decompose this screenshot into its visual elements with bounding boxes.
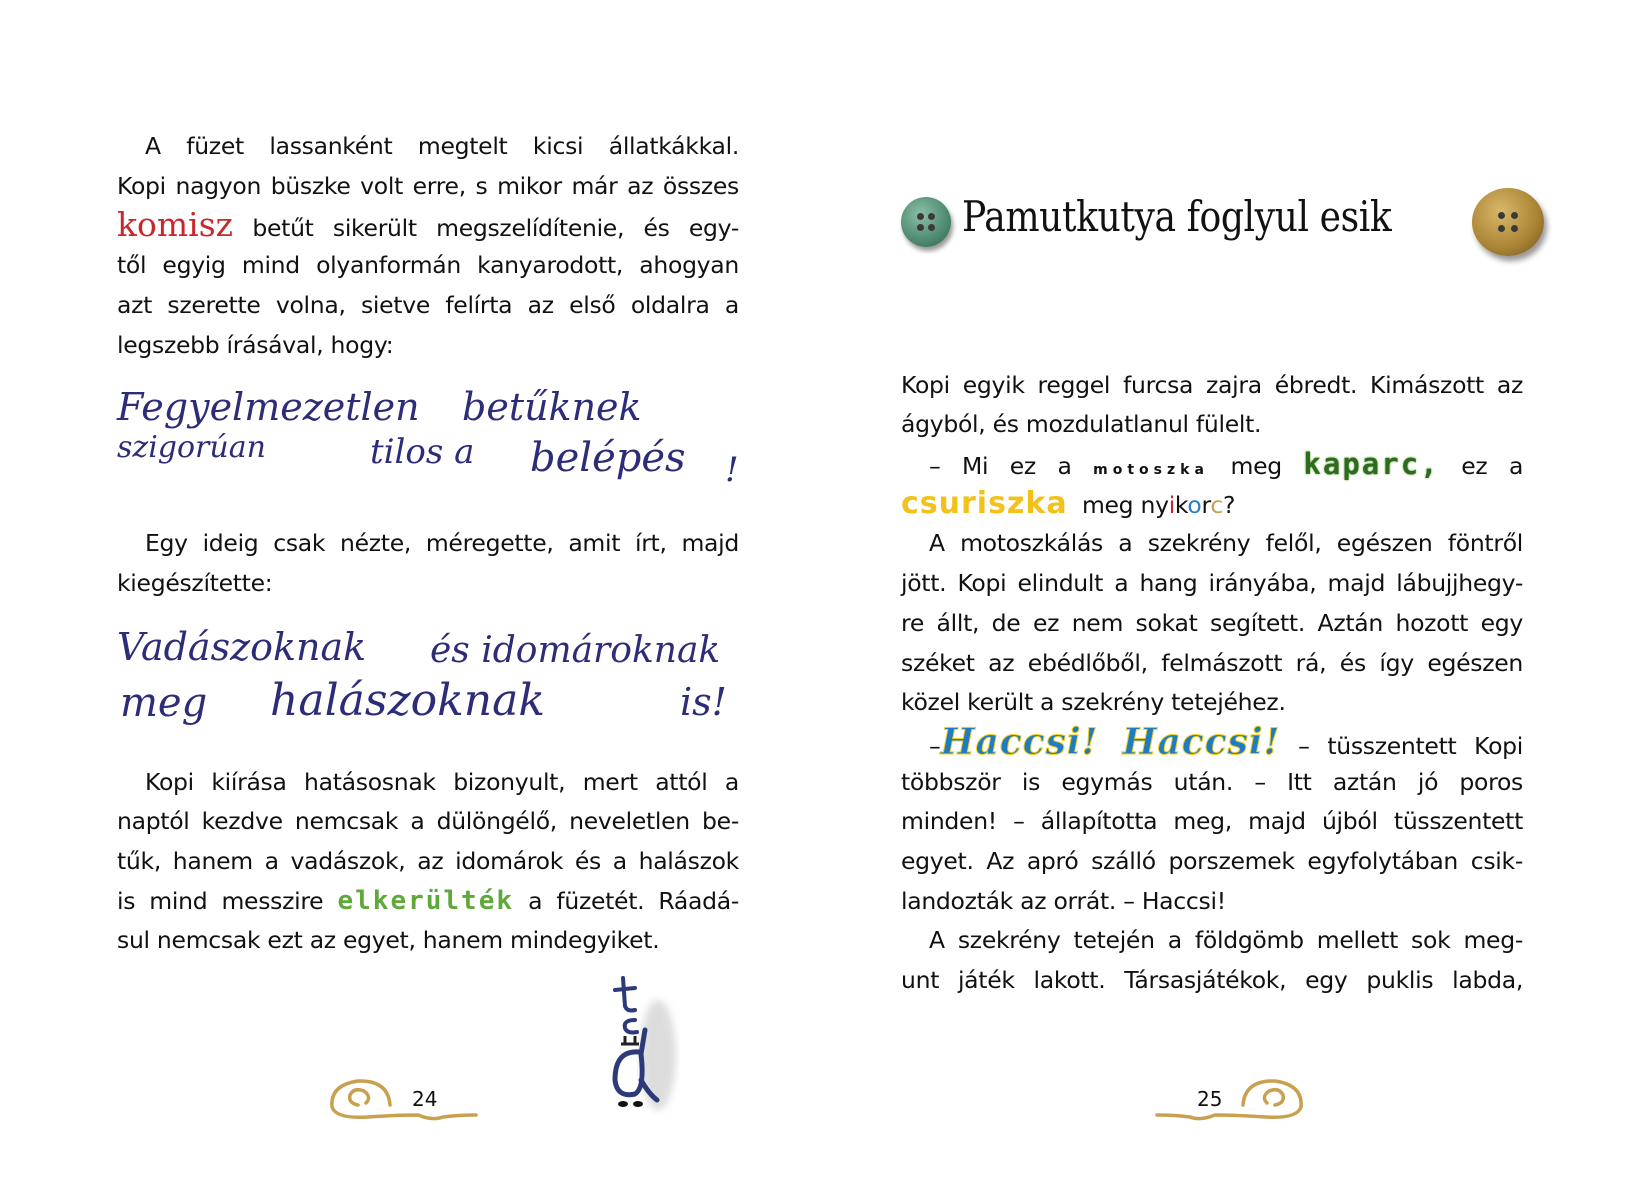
text-line: Kopi nagyon büszke volt erre, s mikor már az összes [117,172,739,200]
text-line: Egy ideig csak nézte, méregette, amit írt, majd [145,529,739,557]
highlight-word-elkerultek: elkerülték [337,886,515,916]
letter-figure-illustration [605,970,695,1115]
text-span: – Mi ez a [929,452,1072,480]
handwriting: halászoknak [270,675,546,726]
handwriting: ! [725,450,739,490]
handwriting: tilos a [370,432,475,472]
handwriting: meg [120,680,208,726]
text-line: ágyból, és mozdulatlanul fülelt. [901,410,1262,438]
text-line: széket az ebédlőből, felmászott rá, és így egészen [901,649,1523,677]
text-line: jött. Kopi elindult a hang irányába, majd lábujjhegy- [901,569,1523,597]
text-span: – tüsszentett Kopi [1298,732,1523,760]
chapter-title: Pamutkutya foglyul esik [962,192,1392,241]
text-line: naptól kezdve nemcsak a dülöngélő, neveletlen be- [117,807,739,835]
page-swirl-ornament [328,1075,478,1125]
text-span: is mind messzire [117,887,324,915]
nyikorc-letter: i [1168,491,1175,519]
text-line: landozták az orrát. – Haccsi! [901,887,1226,915]
nyikorc-letter: o [1187,491,1202,519]
gold-button-icon [1472,188,1544,256]
highlight-word-haccsi: Haccsi! Haccsi! [940,721,1281,763]
highlight-word-kaparc: kaparc, [1303,447,1440,481]
handwriting: Fegyelmezetlen [117,385,420,429]
text-line: Kopi kiírása hatásosnak bizonyult, mert attól a [145,768,739,796]
text-line: től egyig mind olyanformán kanyarodott, ahogyan [117,251,739,279]
nyikorc-letter: ny [1140,491,1169,519]
green-button-icon [901,197,951,247]
text-line [117,205,740,244]
handwriting: szigorúan [117,430,266,465]
text-span: ez a [1461,452,1524,480]
text-line: egyet. Az apró szálló porszemek egyfolytában csik- [901,847,1523,875]
text-line: tűk, hanem a vadászok, az idomárok és a halászok [117,847,739,875]
text-line: A motoszkálás a szekrény felől, egészen föntről [929,529,1523,557]
text-line [901,487,1523,521]
nyikorc-letter: ? [1222,491,1236,519]
text-line [117,884,739,918]
word-nyikorc [1140,491,1235,519]
text-line: többször is egymás után. – Itt aztán jó poros [901,768,1523,796]
spaced-word-motoszka: motoszka [1093,462,1209,478]
text-line: re állt, de ez nem sokat segített. Aztán hozott egy [901,609,1523,637]
nyikorc-letter: r [1201,491,1211,519]
page-number: 24 [412,1087,438,1111]
text-line: Kopi egyik reggel furcsa zajra ébredt. Kimászott az [901,371,1523,399]
highlight-word-csuriszka: csuriszka [901,486,1068,521]
text-span: meg [1230,452,1282,480]
text-line: minden! – állapította meg, majd újból tüsszentett [901,807,1523,835]
text-span: betűt sikerült megszelídítenie, és egy- [252,214,740,242]
nyikorc-letter: k [1174,491,1188,519]
text-line: sul nemcsak ezt az egyet, hanem mindegyiket. [117,926,660,954]
highlight-word-komisz: komisz [117,205,234,244]
handwriting: belépés [530,435,686,481]
page-number: 25 [1197,1087,1223,1111]
text-line: azt szerette volna, sietve felírta az első oldalra a [117,291,739,319]
text-line: kiegészítette: [117,569,273,597]
text-line: unt játék lakott. Társasjátékok, egy puklis labda, [901,966,1523,994]
text-line: közel került a szekrény tetejéhez. [901,688,1286,716]
handwriting: betűknek [462,385,642,429]
text-line [901,721,1523,763]
handwriting: Vadászoknak [117,625,367,669]
text-span: a füzetét. Ráadá- [528,887,740,915]
handwriting: és idomároknak [430,630,721,671]
text-line: A szekrény tetején a földgömb mellett sok meg- [929,926,1523,954]
page-swirl-ornament [1155,1075,1305,1125]
text-line: legszebb írásával, hogy: [117,331,394,359]
text-line: A füzet lassanként megtelt kicsi állatkákkal. [145,132,739,160]
nyikorc-letter: c [1210,491,1223,519]
text-line [901,447,1523,481]
handwriting: is! [680,680,727,724]
text-span: – [929,732,941,760]
text-span: meg [1081,491,1134,519]
